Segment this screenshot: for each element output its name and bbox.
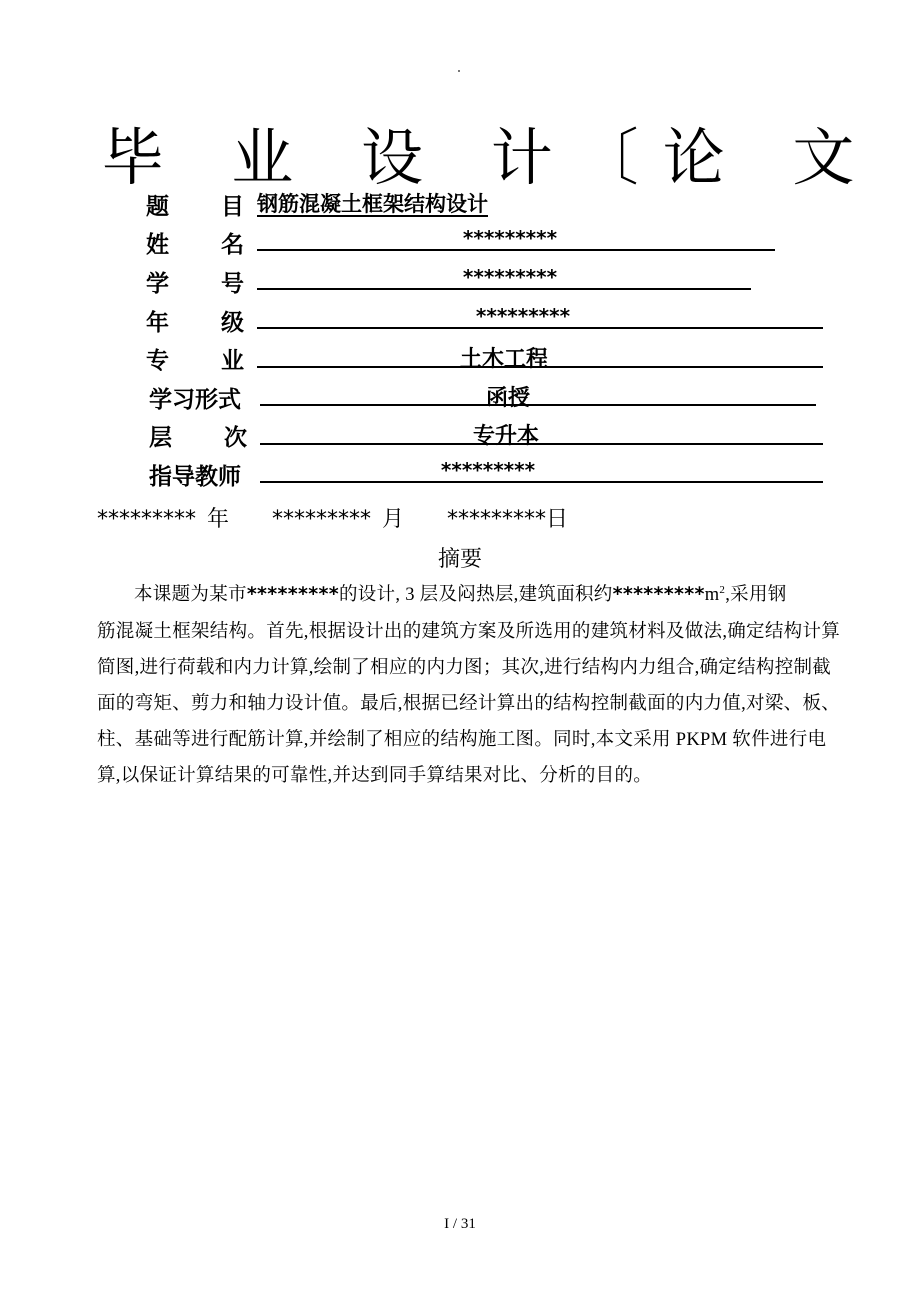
field-value-study-mode: 函授 xyxy=(485,386,531,411)
field-label-advisor: 指导教师 xyxy=(149,464,241,490)
redacted-text: ********* xyxy=(246,583,339,605)
field-underline xyxy=(260,404,816,406)
abstract-line: 算,以保证计算结果的可靠性,并达到同手算结果对比、分析的目的。 xyxy=(97,766,653,786)
field-value-student-id: ********* xyxy=(462,265,558,289)
date-row xyxy=(97,502,572,533)
abstract-line: 柱、基础等进行配筋计算,并绘制了相应的结构施工图。同时,本文采用 PKPM 软件进行电 xyxy=(97,730,827,750)
field-label-study-mode: 学习形式 xyxy=(149,387,241,413)
field-label-major: 专 业 xyxy=(146,348,244,374)
date-day-unit: 日 xyxy=(546,507,569,532)
date-month: ********* xyxy=(272,507,372,532)
date-day: ********* xyxy=(447,507,547,532)
field-value-grade: ********* xyxy=(475,304,571,328)
abstract-line xyxy=(134,580,787,606)
date-year-unit: 年 xyxy=(207,507,230,532)
abstract-text: m xyxy=(704,585,720,605)
field-label-name: 姓 名 xyxy=(146,232,244,258)
page-number: I / 31 xyxy=(444,1216,476,1232)
field-underline xyxy=(260,443,823,445)
redacted-text: ********* xyxy=(612,583,705,605)
field-label-student-id: 学 号 xyxy=(146,271,244,297)
date-year: ********* xyxy=(97,507,196,532)
field-label-level: 层 次 xyxy=(149,425,247,451)
field-value-level: 专升本 xyxy=(472,424,540,449)
abstract-text: 本课题为某市 xyxy=(134,585,247,605)
abstract-text: ,采用钢 xyxy=(725,585,787,605)
abstract-line: 简图,进行荷载和内力计算,绘制了相应的内力图；其次,进行结构内力组合,确定结构控制截 xyxy=(97,658,832,678)
field-underline xyxy=(260,481,823,483)
page-title: 毕 业 设 计〔论 文 xyxy=(101,121,879,194)
field-label-grade: 年 级 xyxy=(146,310,244,336)
field-value-name: ********* xyxy=(462,226,558,250)
field-label-topic: 题 目 xyxy=(146,194,244,220)
superscript: 2 xyxy=(719,583,726,596)
abstract-line: 面的弯矩、剪力和轴力设计值。最后,根据已经计算出的结构控制截面的内力值,对梁、板、 xyxy=(97,694,841,714)
abstract-heading: 摘要 xyxy=(437,547,482,572)
field-value-major: 土木工程 xyxy=(459,347,549,372)
header-mark xyxy=(458,70,460,72)
abstract-line: 筋混凝土框架结构。首先,根据设计出的建筑方案及所选用的建筑材料及做法,确定结构计算 xyxy=(97,622,841,642)
field-value-topic: 钢筋混凝土框架结构设计 xyxy=(257,192,488,216)
field-value-advisor: ********* xyxy=(440,458,536,482)
abstract-text: 的设计, 3 层及闷热层,建筑面积约 xyxy=(338,585,613,605)
date-month-unit: 月 xyxy=(382,507,405,532)
